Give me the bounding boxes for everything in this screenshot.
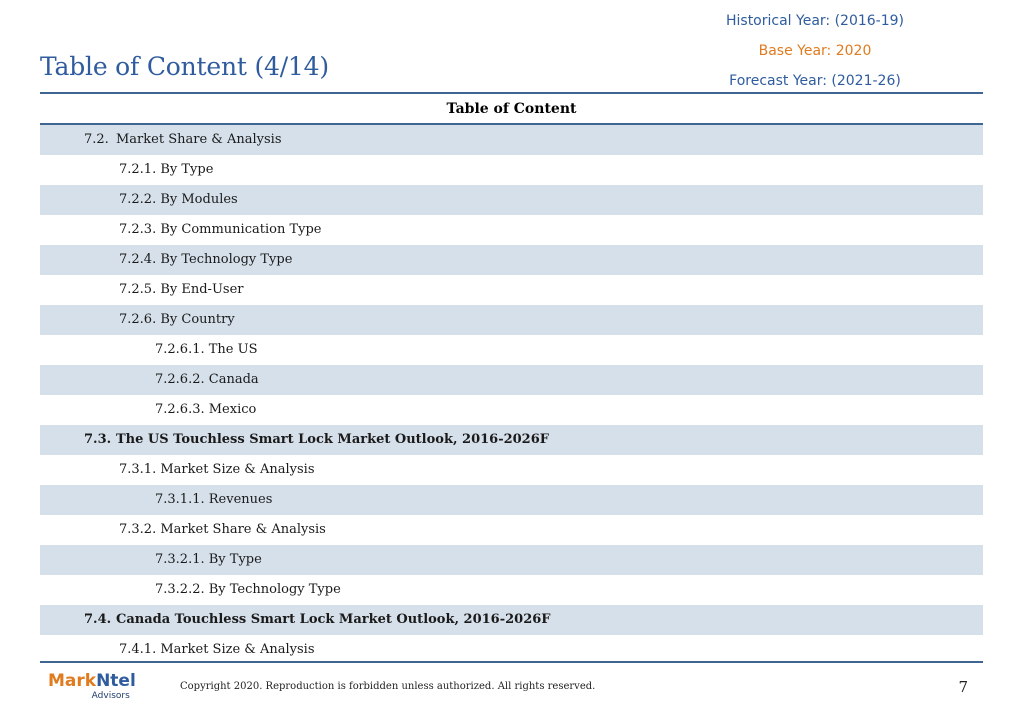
toc-section-number: 7.2. bbox=[84, 132, 109, 147]
toc-section-number: 7.4. bbox=[84, 612, 112, 627]
toc-entry-text: The US Touchless Smart Lock Market Outlook, 2016-2026F bbox=[116, 432, 550, 447]
toc-row bbox=[40, 605, 983, 635]
toc-row: 7.2.2. By Modules bbox=[40, 185, 983, 215]
base-year: Base Year: 2020 bbox=[758, 43, 872, 59]
toc-row: 7.3.1.1. Revenues bbox=[40, 485, 983, 515]
toc-entry-text: Market Share & Analysis bbox=[116, 132, 282, 147]
title-divider bbox=[40, 92, 983, 94]
logo-mark-text: Mark bbox=[48, 671, 97, 691]
toc-row: 7.2.4. By Technology Type bbox=[40, 245, 983, 275]
toc-heading: Table of Content bbox=[40, 95, 983, 125]
toc-row: 7.2.1. By Type bbox=[119, 162, 214, 177]
markntel-logo bbox=[48, 672, 136, 702]
toc-section-number: 7.3. bbox=[84, 432, 112, 447]
toc-row: 7.2.6.1. The US bbox=[155, 342, 258, 357]
table-of-content bbox=[40, 95, 983, 665]
page-title: Table of Content (4/14) bbox=[40, 52, 329, 81]
toc-row: 7.3.2.2. By Technology Type bbox=[155, 582, 341, 597]
footer-divider bbox=[40, 661, 983, 663]
toc-row: 7.3.2. Market Share & Analysis bbox=[119, 522, 326, 537]
logo-subtitle: Advisors bbox=[91, 691, 130, 701]
toc-row: 7.4.1. Market Size & Analysis bbox=[119, 642, 315, 657]
forecast-year: Forecast Year: (2021-26) bbox=[729, 73, 901, 89]
toc-row: 7.2.6.2. Canada bbox=[40, 365, 983, 395]
toc-row bbox=[40, 125, 983, 155]
toc-row: 7.2.6. By Country bbox=[40, 305, 983, 335]
toc-row: 7.3.1. Market Size & Analysis bbox=[119, 462, 315, 477]
page-number: 7 bbox=[958, 678, 968, 696]
toc-row: 7.2.3. By Communication Type bbox=[119, 222, 322, 237]
toc-row: 7.3.2.1. By Type bbox=[40, 545, 983, 575]
year-info bbox=[695, 8, 935, 98]
copyright-notice: Copyright 2020. Reproduction is forbidden unless authorized. All rights reserved. bbox=[180, 681, 596, 692]
logo-ntel-text: Ntel bbox=[96, 671, 136, 691]
toc-entry-text: Canada Touchless Smart Lock Market Outlook, 2016-2026F bbox=[116, 612, 551, 627]
historical-year: Historical Year: (2016-19) bbox=[725, 13, 904, 29]
toc-row bbox=[40, 425, 983, 455]
toc-row: 7.2.6.3. Mexico bbox=[155, 402, 257, 417]
toc-row: 7.2.5. By End-User bbox=[119, 282, 244, 297]
